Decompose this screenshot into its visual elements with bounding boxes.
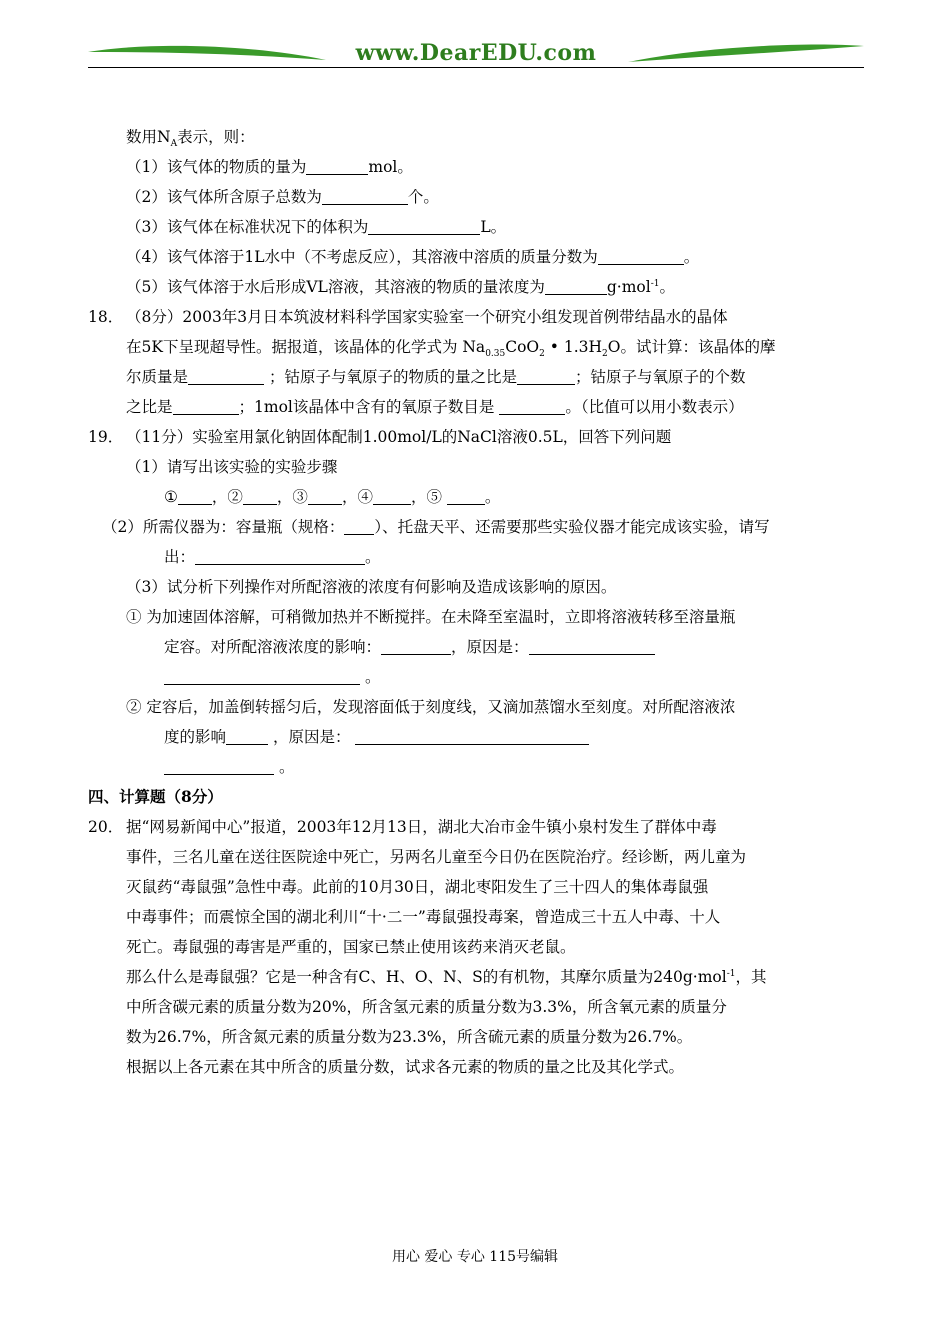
question-20 [88,812,864,1082]
question-19 [88,422,864,452]
q17-item-2: （2）该气体所含原子总数为 个。 [126,188,439,206]
q18-line-1: （8分）2003年3月日本筑波材料科学国家实验室一个研究小组发现首例带结晶水的晶体 [126,308,728,326]
content [88,122,864,1082]
q20-line: 中所含碳元素的质量分数为20%，所含氢元素的质量分数为3.3%，所含氧元素的质量分 [126,998,727,1016]
q19-line-1: （11分）实验室用氯化钠固体配制1.00mol/L的NaCl溶液0.5L，回答下列问题 [126,428,672,446]
q17-item-3: （3）该气体在标准状况下的体积为 L。 [126,218,507,236]
q20-line: 那么什么是毒鼠强？它是一种含有C、H、O、N、S的有机物，其摩尔质量为240g·mol$^{-1}$，其 [126,968,767,986]
site-logo[interactable]: www.DearEDU.com [355,40,597,66]
q19-steps: ① ，② ，③ ，④ ，⑤ 。 [164,488,501,506]
q17-item-4: （4）该气体溶于1L水中（不考虑反应），其溶液中溶质的质量分数为 。 [126,248,700,266]
q19-case-2-cont: 度的影响 ，原因是： [88,722,864,752]
header-rule [88,67,864,68]
q20-line: 中毒事件；而震惊全国的湖北利川“十·二一”毒鼠强投毒案，曾造成三十五人中毒、十人 [126,908,721,926]
q20-line: 死亡。毒鼠强的毒害是严重的，国家已禁止使用该药来消灭老鼠。 [126,938,576,956]
question-number: 19． [88,428,124,446]
q20-line: 根据以上各元素在其中所含的质量分数，试求各元素的物质的量之比及其化学式。 [126,1058,685,1076]
q19-case-1: ① 为加速固体溶解，可稍微加热并不断搅拌。在未降至室温时，立即将溶液转移至溶量瓶 [126,608,736,626]
q19-sub-3: （3）试分析下列操作对所配溶液的浓度有何影响及造成该影响的原因。 [126,578,617,596]
q20-line: 数为26.7%，所含氮元素的质量分数为23.3%，所含硫元素的质量分数为26.7%。 [126,1028,693,1046]
q19-case-1-cont: 定容。对所配溶液浓度的影响： ，原因是： [88,632,864,662]
q19-sub-2-cont: 出： 。 [164,548,381,566]
q17-item-5: （5）该气体溶于水后形成VL溶液，其溶液的物质的量浓度为 g·mol$^{-1}$。 [126,278,675,296]
q18-line-2: 在5K下呈现超导性。据报道，该晶体的化学式为 $Na_{0.35}CoO_2$ • $1.3H_2O$。试计算：该晶体的摩 [126,338,776,360]
page-footer: 用心 爱心 专心 115号编辑 [391,1249,559,1265]
q17-intro: 数用$N_A$表示，则： [126,128,255,150]
question-number: 20． [88,818,124,836]
q20-line: 灭鼠药“毒鼠强”急性中毒。此前的10月30日，湖北枣阳发生了三十四人的集体毒鼠强 [126,878,709,896]
q19-case-1-end: 。 [88,662,864,692]
section-heading: 四、计算题（8分） [88,787,223,806]
q20-line: 事件，三名儿童在送往医院途中死亡，另两名儿童至今日仍在医院治疗。经诊断，两儿童为 [126,848,747,866]
q19-sub-1: （1）请写出该实验的实验步骤 [126,458,338,476]
q19-case-2: ② 定容后，加盖倒转摇匀后，发现溶面低于刻度线，又滴加蒸馏水至刻度。对所配溶液浓 [126,698,736,716]
q20-line: 据“网易新闻中心”报道，2003年12月13日，湖北大冶市金牛镇小泉村发生了群体中毒 [126,818,717,836]
question-18 [88,302,864,422]
question-number: 18． [88,308,124,326]
q19-sub-2: （2）所需仪器为：容量瓶（规格： ）、托盘天平、还需要那些实验仪器才能完成该实验，请写 [102,518,770,536]
q18-line-4: 之比是 ；1mol该晶体中含有的氧原子数目是 。（比值可以用小数表示） [126,398,744,416]
q18-line-3: 尔质量是 ；钴原子与氧原子的物质的量之比是 ；钴原子与氧原子的个数 [126,368,746,386]
q19-case-2-end: 。 [88,752,864,782]
q17-item-1: （1）该气体的物质的量为 mol。 [126,158,413,176]
